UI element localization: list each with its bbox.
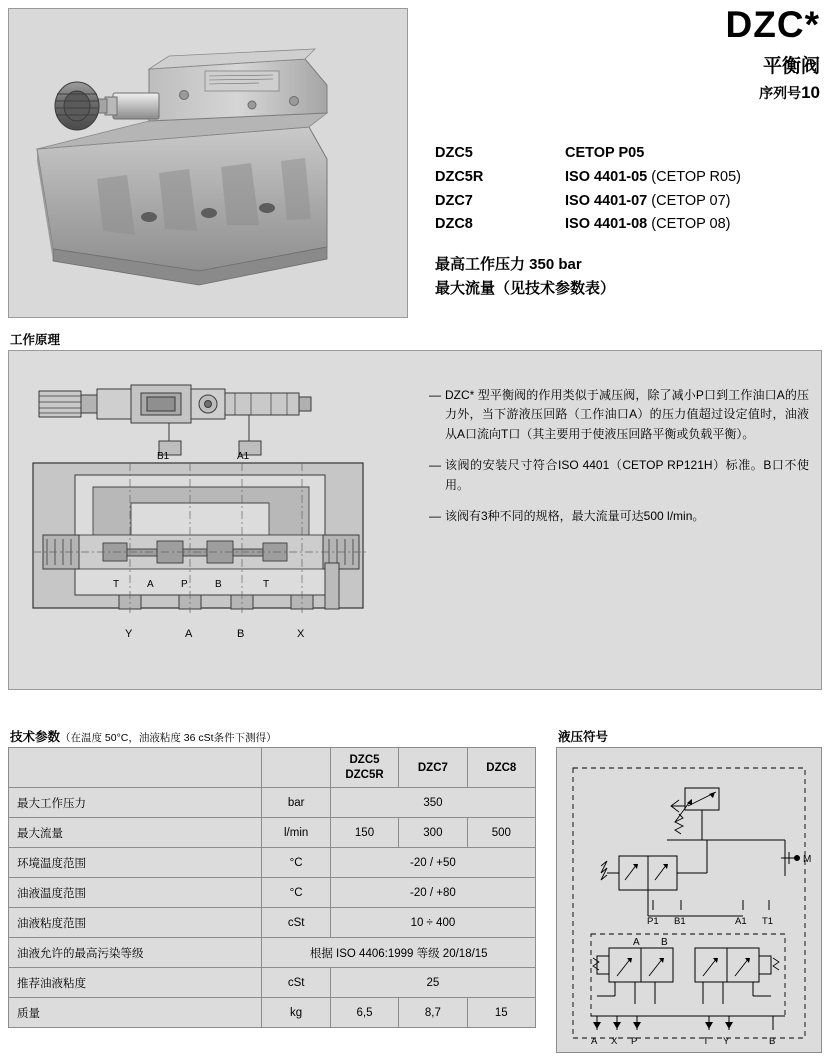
table-row (9, 848, 536, 878)
row-value-span: -20 / +50 (330, 848, 535, 878)
symbol-label-P1: P1 (647, 916, 659, 927)
row-name: 环境温度范围 (9, 848, 262, 878)
symbol-port-X: X (611, 1036, 618, 1047)
row-value-span: 350 (330, 788, 535, 818)
symbol-label-B1: B1 (674, 916, 686, 927)
symbol-label-A1: A1 (735, 916, 747, 927)
row-unit: °C (262, 848, 330, 878)
tech-params-table-wrap (8, 747, 536, 1028)
spool-label-T2: T (263, 579, 270, 590)
model-standard (565, 142, 741, 166)
tech-params-title: 技术参数 (10, 730, 61, 744)
row-value-dzc8: 500 (467, 818, 535, 848)
bullet-item (429, 456, 809, 495)
max-flow-text: 最大流量（见技术参数表） (435, 280, 616, 297)
row-unit: bar (262, 788, 330, 818)
row-value-span: -20 / +80 (330, 878, 535, 908)
bullet-text: 该阀的安装尺寸符合ISO 4401（CETOP RP121H）标准。B口不使用。 (445, 458, 809, 492)
header-dzc7: DZC7 (399, 748, 467, 788)
row-value-dzc7: 8,7 (399, 998, 467, 1028)
pressure-spec-block (435, 253, 825, 301)
standard-paren: (CETOP R05) (651, 168, 741, 185)
model-standard (565, 213, 741, 237)
model-row (435, 166, 741, 190)
table-row (9, 788, 536, 818)
symbol-label-T1: T1 (762, 916, 774, 927)
model-name: DZC8 (435, 216, 473, 233)
bullet-text: DZC* 型平衡阀的作用类似于减压阀，除了减小P口到工作油口A的压力外，当下游液压回路（工作油口A）的压力值超过设定值时，油液从A口流向T口（其主要用于使液压回路平衡或负载平衡）。 (445, 388, 809, 441)
table-row (9, 818, 536, 848)
tech-params-note: （在温度 50°C，油液粘度 36 cSt条件下测得） (60, 732, 277, 744)
spool-label-P: P (181, 579, 188, 590)
row-unit: cSt (262, 968, 330, 998)
symbol-port-B: B (769, 1036, 776, 1047)
dash-marker: — (429, 509, 441, 524)
table-row (9, 938, 536, 968)
header-blank-name (9, 748, 262, 788)
model-name: DZC5 (435, 145, 473, 161)
bullet-text: 该阀有3种不同的规格，最大流量可达500 l/min。 (445, 509, 705, 524)
label-A1: A1 (237, 451, 250, 462)
valve-cross-section-diagram (19, 363, 409, 678)
standard-text: ISO 4401-05 (565, 168, 648, 185)
model-name: DZC5R (435, 168, 484, 185)
row-name: 油液温度范围 (9, 878, 262, 908)
table-row (9, 968, 536, 998)
row-value-dzc5: 6,5 (330, 998, 398, 1028)
header-dzc8: DZC8 (467, 748, 535, 788)
model-standard-list (435, 142, 825, 237)
spool-label-B: B (215, 579, 222, 590)
row-unit: °C (262, 878, 330, 908)
row-unit: kg (262, 998, 330, 1028)
header-dzc5-line1: DZC5 (349, 754, 380, 767)
model-standard (565, 166, 741, 190)
row-name: 油液粘度范围 (9, 908, 262, 938)
symbol-valve-letter-B: B (661, 937, 668, 948)
section-label-hydraulic-symbol: 液压符号 (558, 730, 609, 744)
model-row (435, 190, 741, 214)
symbol-valve-letter-A: A (633, 937, 640, 948)
serial-label: 序列号 (759, 84, 802, 101)
symbol-port-Y: Y (723, 1036, 730, 1047)
bullet-item (429, 507, 809, 526)
table-header-row (9, 748, 536, 788)
row-name: 油液允许的最高污染等级 (9, 938, 262, 968)
port-label-A: A (185, 628, 193, 640)
row-unit: cSt (262, 908, 330, 938)
max-pressure-text: 最高工作压力 350 bar (435, 256, 582, 273)
row-name: 推荐油液粘度 (9, 968, 262, 998)
model-row (435, 213, 741, 237)
symbol-label-M: M (803, 854, 812, 865)
spool-label-A: A (147, 579, 154, 590)
bullet-item (429, 386, 809, 444)
serial-number: 10 (801, 82, 820, 102)
standard-text: ISO 4401-07 (565, 192, 648, 209)
label-B1: B1 (157, 451, 170, 462)
header (0, 0, 830, 320)
section-label-working-principle: 工作原理 (10, 333, 61, 347)
row-name: 最大工作压力 (9, 788, 262, 818)
symbol-port-P: P (631, 1036, 638, 1047)
hydraulic-symbol-panel (556, 747, 822, 1053)
spool-label-T1: T (113, 579, 120, 590)
table-row (9, 998, 536, 1028)
row-value-dzc5: 150 (330, 818, 398, 848)
product-photo (8, 8, 408, 318)
symbol-port-A: A (591, 1036, 598, 1047)
row-value-full: 根据 ISO 4406:1999 等级 20/18/15 (262, 938, 536, 968)
row-name: 最大流量 (9, 818, 262, 848)
model-name: DZC7 (435, 192, 473, 209)
port-label-B: B (237, 628, 245, 640)
port-label-Y: Y (125, 628, 133, 640)
standard-paren: (CETOP 08) (651, 216, 731, 233)
row-value-span: 10 ÷ 400 (330, 908, 535, 938)
section-label-tech-params (10, 727, 277, 745)
row-name: 质量 (9, 998, 262, 1028)
symbol-port-T: T (703, 1036, 709, 1047)
title-block (430, 6, 820, 103)
table-row (9, 908, 536, 938)
header-blank-unit (262, 748, 330, 788)
row-value-span: 25 (330, 968, 535, 998)
row-unit: l/min (262, 818, 330, 848)
principle-bullet-list (429, 386, 809, 539)
working-principle-panel (8, 350, 822, 690)
row-value-dzc7: 300 (399, 818, 467, 848)
dash-marker: — (429, 388, 441, 402)
standard-text: CETOP P05 (565, 145, 645, 161)
header-dzc5-line2: DZC5R (345, 768, 384, 781)
serial-line (430, 83, 820, 103)
standard-text: ISO 4401-08 (565, 216, 648, 233)
standard-paren: (CETOP 07) (651, 192, 731, 209)
row-value-dzc8: 15 (467, 998, 535, 1028)
port-label-X: X (297, 628, 305, 640)
dash-marker: — (429, 458, 441, 473)
tech-params-table (8, 747, 536, 1028)
model-standard (565, 190, 741, 214)
product-subtitle: 平衡阀 (762, 55, 820, 77)
model-row (435, 142, 741, 166)
product-title: DZC* (725, 4, 820, 45)
header-dzc5 (330, 748, 398, 788)
table-row (9, 878, 536, 908)
